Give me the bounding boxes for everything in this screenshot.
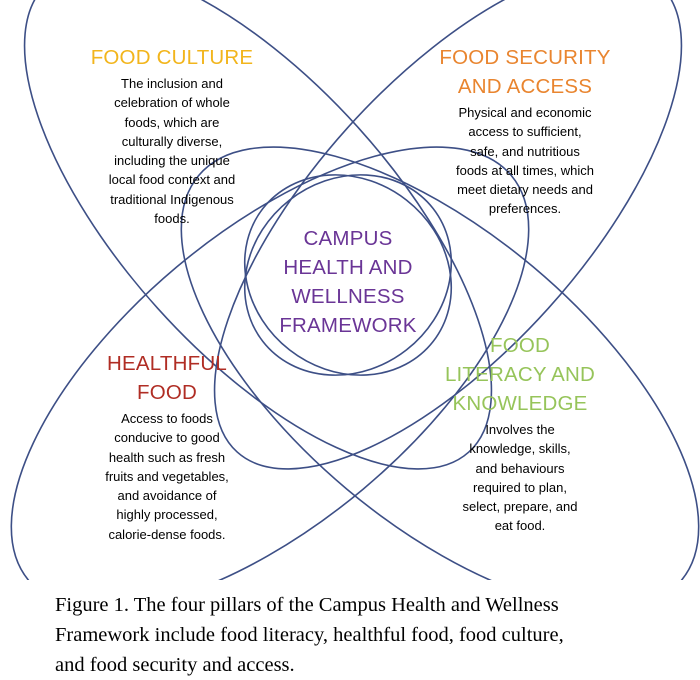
food-culture-block (72, 43, 272, 228)
healthful-food-block (67, 349, 267, 544)
food-literacy-block (420, 331, 620, 536)
food-literacy-description: Involves the knowledge, skills, and behaviours required to plan, select, prepare, and eat food. (462, 422, 578, 534)
figure-caption: Figure 1. The four pillars of the Campus Health and Wellness Framework include food literacy, healthful food, food culture, and food security and access. (55, 594, 564, 676)
center-block (262, 224, 434, 340)
food-literacy-title: FOOD LITERACY AND KNOWLEDGE (444, 334, 596, 415)
food-culture-description: The inclusion and celebration of whole foods, which are culturally diverse, including the unique local food context and traditional Indigenous foods. (108, 76, 236, 227)
center-title: CAMPUS HEALTH AND WELLNESS FRAMEWORK (279, 227, 417, 337)
food-security-block (425, 43, 625, 219)
food-security-description: Physical and economic access to sufficient, safe, and nutritious foods at all times, which meet dietary needs and preferences. (455, 105, 594, 217)
food-culture-title: FOOD CULTURE (90, 46, 254, 69)
food-security-title: FOOD SECURITY AND ACCESS (439, 46, 611, 98)
healthful-food-title: HEALTHFUL FOOD (107, 352, 227, 404)
healthful-food-description: Access to foods conducive to good health such as fresh fruits and vegetables, and avoidance of highly processed, calorie-dense foods. (105, 411, 229, 542)
